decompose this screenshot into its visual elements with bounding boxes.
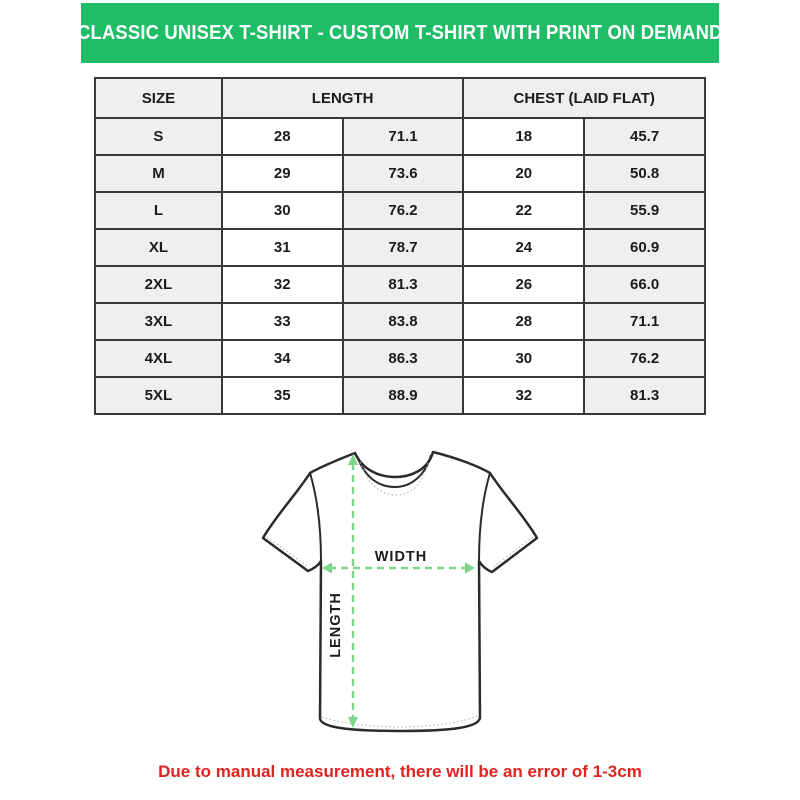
size-table [94,77,706,415]
cell-size: 5XL [95,377,222,414]
width-label: WIDTH [374,549,428,565]
cell-size: L [95,192,222,229]
cell-size: M [95,155,222,192]
page-title: CLASSIC UNISEX T-SHIRT - CUSTOM T-SHIRT WITH PRINT ON DEMAND [77,21,723,44]
table-row [95,192,705,229]
table-row [95,303,705,340]
cell-length-in: 33 [222,303,343,340]
cell-length-cm: 83.8 [343,303,464,340]
cell-length-cm: 88.9 [343,377,464,414]
cell-chest-in: 28 [463,303,584,340]
cell-length-in: 32 [222,266,343,303]
table-row [95,377,705,414]
cell-length-cm: 86.3 [343,340,464,377]
cell-chest-in: 22 [463,192,584,229]
header-chest: CHEST (LAID FLAT) [463,78,705,118]
table-row [95,340,705,377]
cell-length-in: 35 [222,377,343,414]
cell-size: 4XL [95,340,222,377]
cell-chest-cm: 76.2 [584,340,705,377]
cell-size: S [95,118,222,155]
tshirt-outline [263,452,537,731]
cell-size: 3XL [95,303,222,340]
cell-chest-cm: 45.7 [584,118,705,155]
cell-length-in: 30 [222,192,343,229]
cell-chest-cm: 81.3 [584,377,705,414]
table-row [95,118,705,155]
length-label: LENGTH [328,592,344,658]
cell-length-cm: 78.7 [343,229,464,266]
cell-chest-cm: 66.0 [584,266,705,303]
header-length: LENGTH [222,78,464,118]
cell-length-in: 34 [222,340,343,377]
size-table-body [95,118,705,414]
header-size: SIZE [95,78,222,118]
table-row [95,155,705,192]
cell-size: XL [95,229,222,266]
cell-chest-in: 26 [463,266,584,303]
cell-length-in: 31 [222,229,343,266]
table-row [95,266,705,303]
cell-length-cm: 71.1 [343,118,464,155]
tshirt-diagram [238,438,562,750]
cell-length-in: 29 [222,155,343,192]
cell-length-cm: 81.3 [343,266,464,303]
cell-size: 2XL [95,266,222,303]
cell-length-in: 28 [222,118,343,155]
cell-length-cm: 76.2 [343,192,464,229]
cell-chest-cm: 55.9 [584,192,705,229]
cell-length-cm: 73.6 [343,155,464,192]
cell-chest-cm: 60.9 [584,229,705,266]
banner [77,3,723,63]
cell-chest-in: 18 [463,118,584,155]
cell-chest-cm: 50.8 [584,155,705,192]
cell-chest-cm: 71.1 [584,303,705,340]
measurement-note: Due to manual measurement, there will be an error of 1-3cm [158,762,642,781]
table-header-row [95,78,705,118]
cell-chest-in: 24 [463,229,584,266]
table-row [95,229,705,266]
cell-chest-in: 20 [463,155,584,192]
cell-chest-in: 32 [463,377,584,414]
cell-chest-in: 30 [463,340,584,377]
